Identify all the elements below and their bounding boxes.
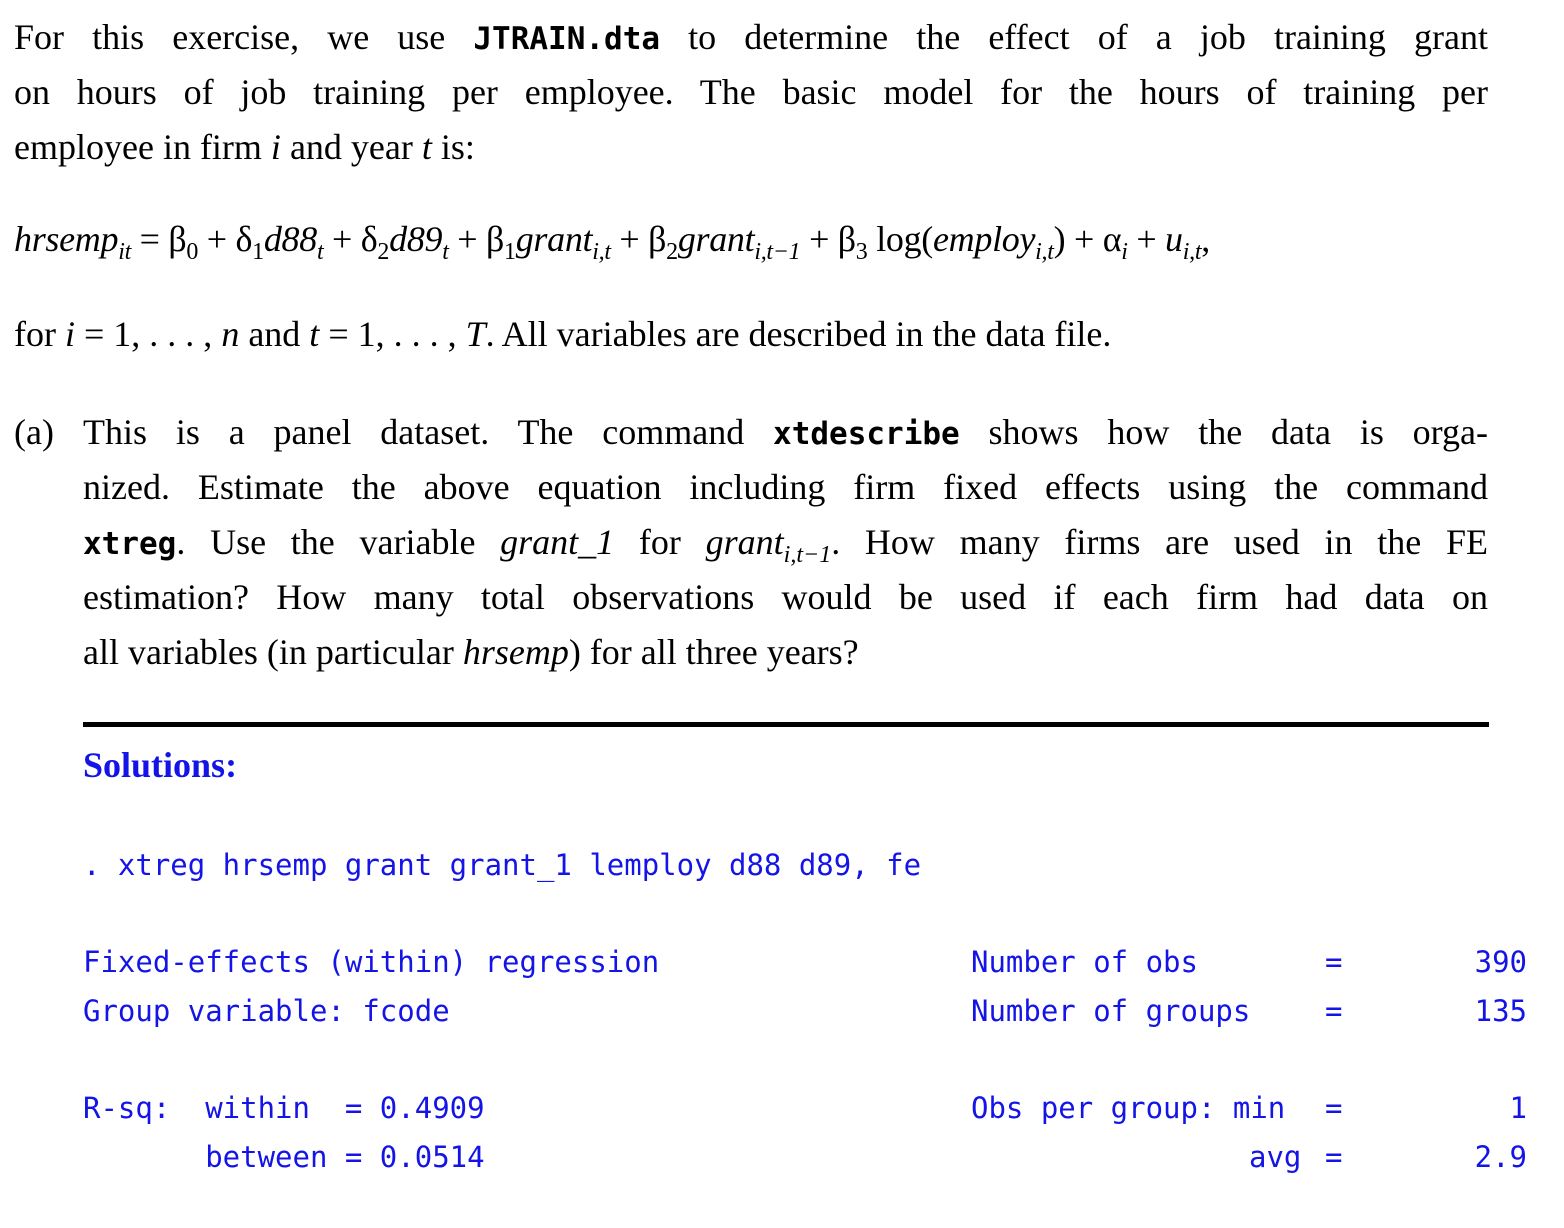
stat-value-obs: 390 xyxy=(1474,945,1527,979)
intro-text: on hours of job training per employee. The basic model for the hours of training per xyxy=(14,72,1488,112)
question-line-1: This is a panel dataset. The command xtdescribe shows how the data is orga- xyxy=(83,412,1488,452)
intro-line-3: employee in firm i and year t is: xyxy=(14,127,475,167)
command-xtreg: xtreg xyxy=(83,526,177,562)
stat-value-groups: 135 xyxy=(1474,994,1527,1028)
stat-eq: = xyxy=(1325,1091,1343,1125)
output-left-3: R-sq: within = 0.4909 xyxy=(83,1091,485,1125)
dataset-name: JTRAIN.dta xyxy=(473,21,661,57)
model-equation: hrsemp$_{it}$ = $\beta_0 + \delta_1d88_t + \delta_2d89_t$ + $\beta_1grant_{i,t}$ + $\beta_2grant_{i,t-1} + \beta_3$ log(employ$_{i,t}$) + $\alpha_i + u_{i,t}$, xyxy=(14,219,1210,265)
output-left-2: Group variable: fcode xyxy=(83,994,450,1028)
intro-text: to determine the effect of a job training grant xyxy=(660,17,1488,57)
stat-value-min: 1 xyxy=(1509,1091,1527,1125)
question-label: (a) xyxy=(14,412,54,452)
index-description: for i = 1, . . . , n and t = 1, . . . , T. All variables are described in the data file. xyxy=(14,314,1112,354)
output-left-1: Fixed-effects (within) regression xyxy=(83,945,660,979)
stat-eq: = xyxy=(1325,1140,1343,1174)
stat-label-avg: avg xyxy=(1249,1140,1302,1174)
stat-eq: = xyxy=(1325,945,1343,979)
section-divider xyxy=(83,722,1489,727)
stat-label-min: Obs per group: min xyxy=(971,1091,1286,1125)
question-line-5: all variables (in particular hrsemp) for all three years? xyxy=(83,632,859,672)
question-line-2: nized. Estimate the above equation including firm fixed effects using the command xyxy=(83,467,1488,507)
stat-eq: = xyxy=(1325,994,1343,1028)
intro-line-1 xyxy=(14,10,1488,67)
question-line-4: estimation? How many total observations would be used if each firm had data on xyxy=(83,577,1488,617)
intro-line-2 xyxy=(14,65,1488,120)
stat-value-avg: 2.9 xyxy=(1474,1140,1527,1174)
intro-text: For this exercise, we use xyxy=(14,17,474,57)
stat-label-groups: Number of groups xyxy=(971,994,1251,1028)
solutions-heading: Solutions: xyxy=(83,745,238,785)
question-line-3: xtreg. Use the variable grant_1 for grant$_{i,t-1}$. How many firms are used in the FE xyxy=(83,522,1488,568)
output-left-4: between = 0.0514 xyxy=(83,1140,485,1174)
stata-command: . xtreg hrsemp grant grant_1 lemploy d88 d89, fe xyxy=(83,848,922,882)
command-xtdescribe: xtdescribe xyxy=(773,416,960,452)
stat-label-obs: Number of obs xyxy=(971,945,1198,979)
